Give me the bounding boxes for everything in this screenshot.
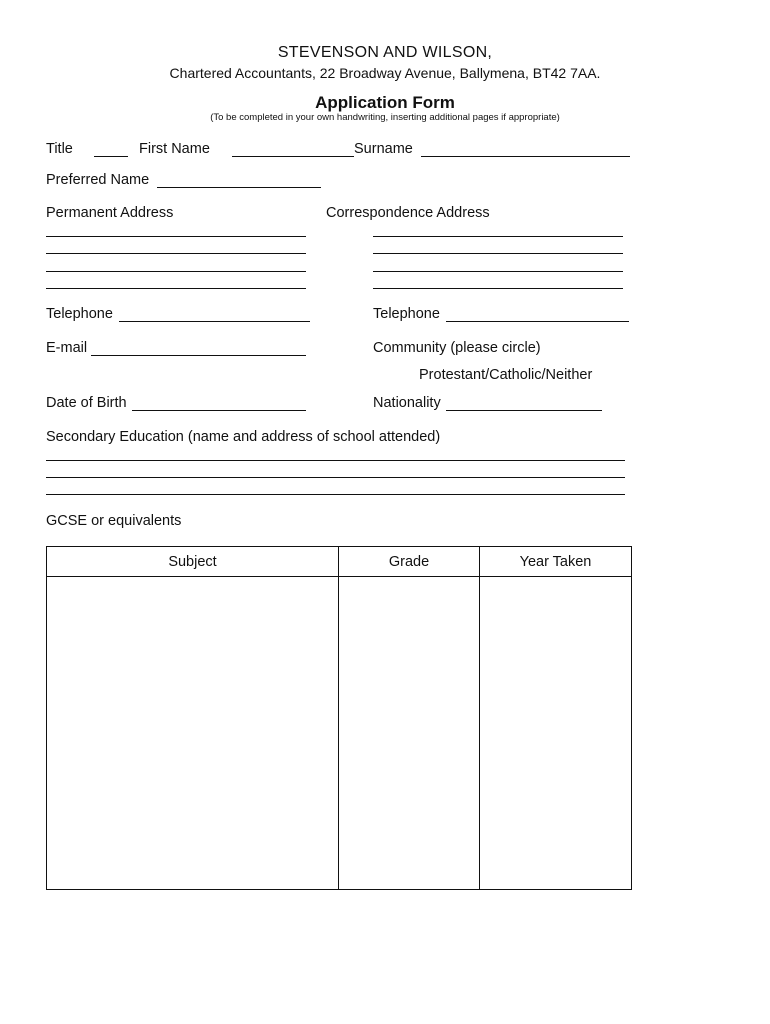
correspondence-address-line[interactable]: [373, 236, 623, 237]
secondary-education-line[interactable]: [46, 460, 625, 461]
surname-label: Surname: [354, 141, 413, 157]
community-options[interactable]: Protestant/Catholic/Neither: [419, 367, 593, 383]
permanent-address-line[interactable]: [46, 288, 306, 289]
correspondence-address-line[interactable]: [373, 288, 623, 289]
correspondence-address-line[interactable]: [373, 253, 623, 254]
table-row: [47, 577, 632, 890]
firm-address: Chartered Accountants, 22 Broadway Avenue, Ballymena, BT42 7AA.: [169, 65, 601, 81]
gcse-label: GCSE or equivalents: [46, 513, 182, 529]
permanent-address-line[interactable]: [46, 271, 306, 272]
firm-name: STEVENSON AND WILSON,: [277, 44, 493, 61]
grade-cell[interactable]: [339, 577, 480, 890]
grade-column-header: Grade: [339, 547, 480, 577]
first-name-label: First Name: [139, 141, 210, 157]
form-instruction: (To be completed in your own handwriting, inserting additional pages if appropriate): [210, 112, 560, 123]
subject-column-header: Subject: [47, 547, 339, 577]
correspondence-telephone-field[interactable]: [446, 321, 629, 322]
email-field[interactable]: [91, 355, 306, 356]
nationality-label: Nationality: [373, 395, 441, 411]
permanent-address-label: Permanent Address: [46, 205, 174, 221]
nationality-field[interactable]: [446, 410, 602, 411]
correspondence-address-label: Correspondence Address: [326, 205, 490, 221]
surname-field[interactable]: [421, 156, 630, 157]
preferred-name-field[interactable]: [157, 187, 321, 188]
email-label: E-mail: [46, 340, 88, 356]
secondary-education-label: Secondary Education (name and address of school attended): [46, 429, 441, 445]
telephone-field[interactable]: [119, 321, 310, 322]
first-name-field[interactable]: [232, 156, 354, 157]
community-label: Community (please circle): [373, 340, 541, 356]
permanent-address-line[interactable]: [46, 253, 306, 254]
gcse-table-header-row: [47, 547, 632, 577]
preferred-name-label: Preferred Name: [46, 172, 150, 188]
title-label: Title: [46, 141, 73, 157]
secondary-education-line[interactable]: [46, 494, 625, 495]
telephone-label: Telephone: [46, 306, 113, 322]
subject-cell[interactable]: [47, 577, 339, 890]
secondary-education-line[interactable]: [46, 477, 625, 478]
permanent-address-line[interactable]: [46, 236, 306, 237]
correspondence-telephone-label: Telephone: [373, 306, 440, 322]
dob-field[interactable]: [132, 410, 306, 411]
correspondence-address-line[interactable]: [373, 271, 623, 272]
gcse-table: [46, 546, 632, 890]
year-taken-cell[interactable]: [480, 577, 632, 890]
title-field[interactable]: [94, 156, 128, 157]
dob-label: Date of Birth: [46, 395, 127, 411]
form-title: Application Form: [315, 93, 455, 112]
year-taken-column-header: Year Taken: [480, 547, 632, 577]
